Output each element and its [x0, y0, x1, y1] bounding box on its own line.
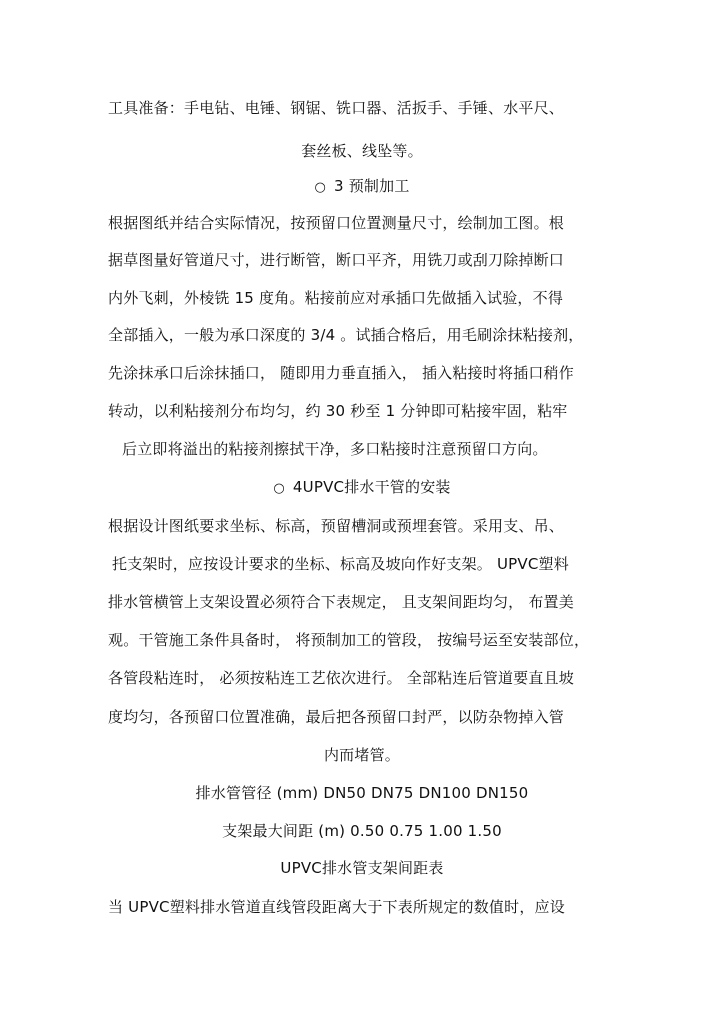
text-line: 排水管横管上支架设置必须符合下表规定， 且支架间距均匀， 布置美: [108, 593, 574, 611]
text-line: 度均匀，各预留口位置准确，最后把各预留口封严，以防杂物掉入管: [108, 708, 565, 726]
text-line: 根据设计图纸要求坐标、标高，预留槽洞或预埋套管。采用支、吊、: [108, 517, 565, 535]
text-line-tools-cont: 套丝板、线坠等。: [301, 142, 423, 160]
text-line: 各管段粘连时， 必须按粘连工艺依次进行。 全部粘连后管道要直且坡: [108, 669, 574, 687]
table-caption: UPVC排水管支架间距表: [280, 859, 444, 877]
text-line: 观。干管施工条件具备时， 将预制加工的管段， 按编号运至安装部位，: [108, 631, 590, 649]
table-row-pipe-diameter: 排水管管径 (mm) DN50 DN75 DN100 DN150: [195, 784, 529, 802]
table-row-max-spacing: 支架最大间距 (m) 0.50 0.75 1.00 1.50: [222, 822, 502, 840]
circle-bullet-icon: ○: [314, 180, 327, 195]
section-heading-prefab-text: 3 预制加工: [334, 177, 410, 195]
section-heading-upvc-text: 4UPVC排水干管的安装: [292, 478, 451, 496]
circle-bullet-icon: ○: [273, 481, 285, 496]
text-line: 据草图量好管道尺寸，进行断管，断口平齐，用铣刀或刮刀除掉断口: [108, 251, 565, 269]
text-line-centered: 内而堵管。: [323, 746, 400, 764]
text-line: 转动，以利粘接剂分布均匀，约 30 秒至 1 分钟即可粘接牢固，粘牢: [108, 402, 568, 420]
text-line: 全部插入，一般为承口深度的 3/4 。试插合格后，用毛刷涂抹粘接剂，: [108, 326, 584, 344]
text-line: 后立即将溢出的粘接剂擦拭干净，多口粘接时注意预留口方向。: [122, 440, 548, 458]
section-heading-prefab: [0, 176, 724, 198]
text-line: 当 UPVC塑料排水管道直线管段距离大于下表所规定的数值时，应设: [108, 898, 565, 916]
text-line: 内外飞刺，外棱铣 15 度角。粘接前应对承插口先做插入试验，不得: [108, 289, 564, 307]
text-line: 先涂抹承口后涂抹插口， 随即用力垂直插入， 插入粘接时将插口稍作: [108, 364, 574, 382]
text-line-tools: 工具准备：手电钻、电锤、钢锯、铣口器、活扳手、手锤、水平尺、: [108, 99, 565, 117]
text-line: 托支架时，应按设计要求的坐标、标高及坡向作好支架。 UPVC塑料: [112, 555, 569, 573]
section-heading-upvc: [0, 477, 724, 499]
text-line: 根据图纸并结合实际情况，按预留口位置测量尺寸，绘制加工图。根: [108, 214, 565, 232]
